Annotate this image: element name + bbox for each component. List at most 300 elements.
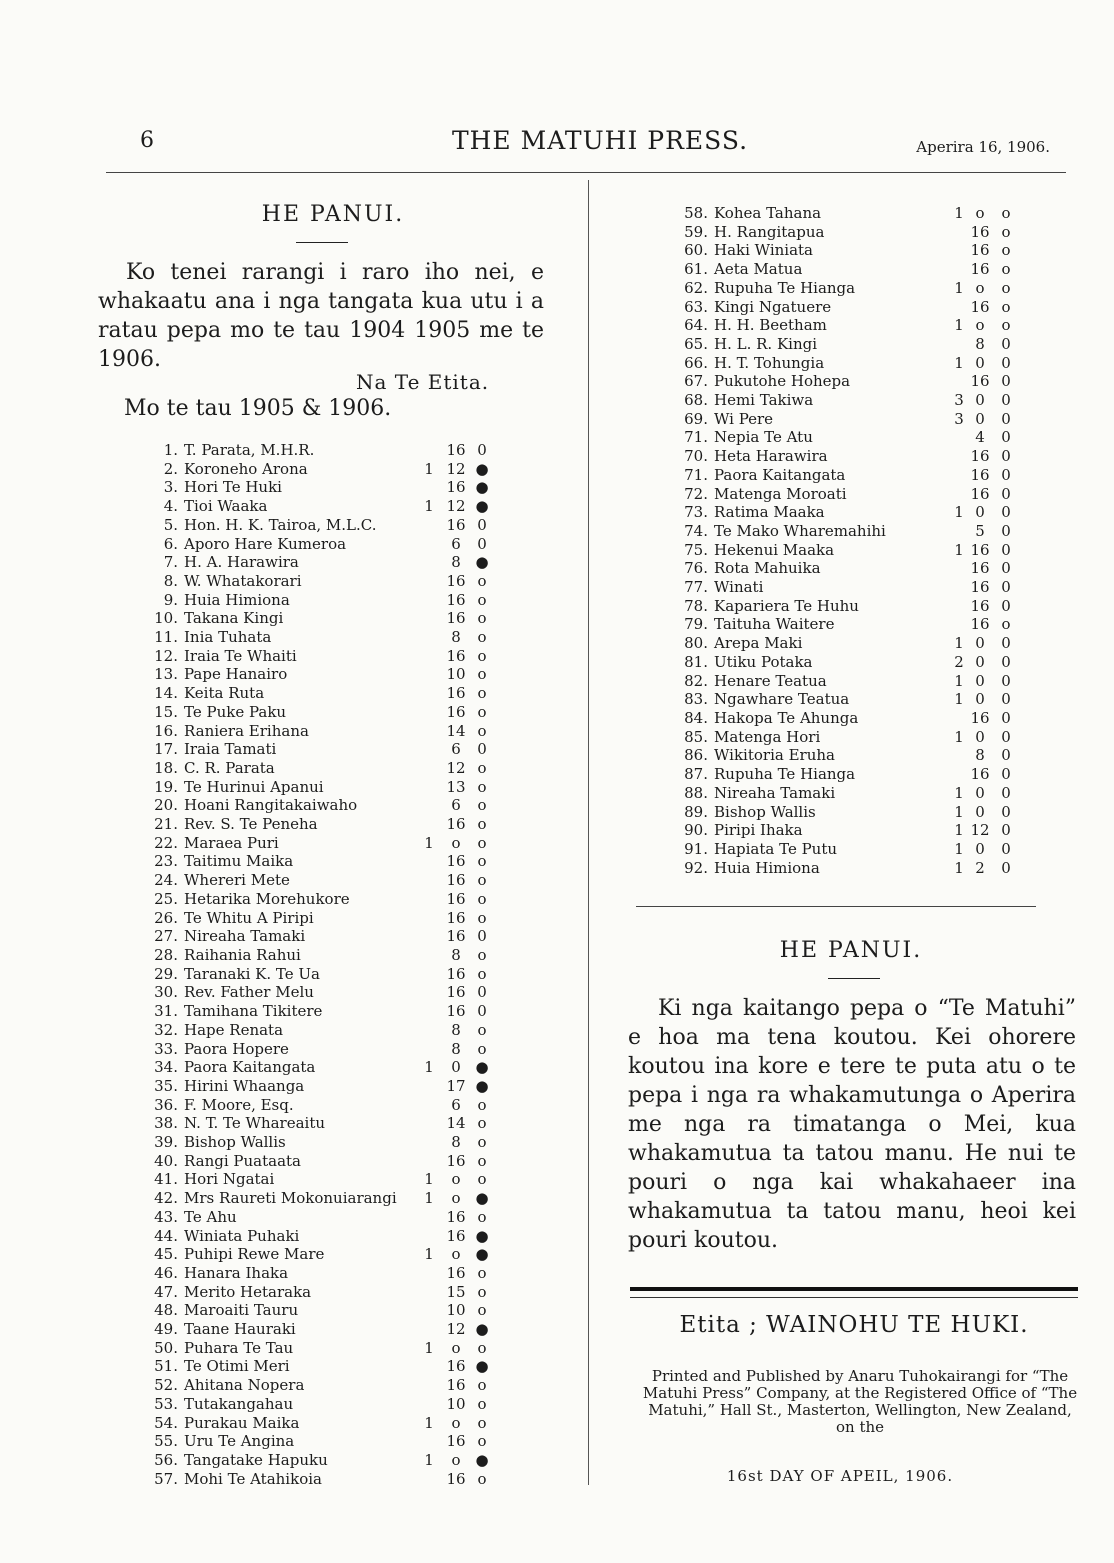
- amount-shillings: o: [451, 1170, 461, 1189]
- list-item: [140, 478, 496, 497]
- list-item: [662, 859, 1018, 878]
- amount-pence: o: [477, 1020, 487, 1039]
- list-item: [140, 516, 496, 535]
- list-item: [662, 447, 1018, 466]
- amount-shillings: 8: [451, 1039, 461, 1058]
- amount-shillings: 16: [446, 964, 466, 983]
- amount-shillings: 0: [975, 409, 985, 428]
- amount-pence: o: [477, 1039, 487, 1058]
- item-number: 13.: [154, 665, 178, 684]
- item-number: 58.: [684, 204, 708, 222]
- amount-shillings: 16: [446, 1207, 466, 1226]
- amount-pounds: [414, 647, 444, 666]
- subscriber-name: Keita Ruta: [184, 684, 265, 703]
- amount-pounds: [414, 628, 444, 647]
- amount-shillings: 16: [446, 927, 466, 946]
- amount-shillings: 16: [970, 447, 990, 466]
- item-number: 31.: [154, 1002, 178, 1021]
- list-item: [662, 690, 1018, 709]
- amount-pence: o: [477, 1413, 487, 1432]
- amount-pence: o: [477, 1170, 487, 1189]
- amount-pounds: [414, 1021, 444, 1040]
- amount-shillings: 6: [451, 534, 461, 553]
- list-item: [140, 1152, 496, 1171]
- subscriber-name: Kohea Tahana: [714, 204, 822, 222]
- subscriber-name: Hon. H. K. Tairoa, M.L.C.: [184, 515, 377, 534]
- subscriber-name: Purakau Maika: [184, 1413, 300, 1432]
- amount-pence: 0: [1001, 596, 1011, 615]
- amount-shillings: 12: [446, 758, 466, 777]
- amount-shillings: 12: [446, 1320, 466, 1339]
- item-number: 54.: [154, 1413, 178, 1432]
- amount-pence: ●: [475, 478, 489, 497]
- amount-pounds: 1: [954, 503, 964, 522]
- list-item: [140, 1395, 496, 1414]
- subscriber-name: Raniera Erihana: [184, 721, 309, 740]
- amount-pence: ●: [475, 1058, 489, 1077]
- amount-pence: o: [477, 758, 487, 777]
- list-item: [140, 535, 496, 554]
- subscriber-name: Hakopa Te Ahunga: [714, 708, 859, 727]
- list-item: [662, 765, 1018, 784]
- subscriber-name: Bishop Wallis: [714, 802, 816, 821]
- amount-pence: 0: [1001, 727, 1011, 746]
- subscriber-name: Hapiata Te Putu: [714, 839, 838, 858]
- list-item: [662, 354, 1018, 373]
- amount-pence: o: [477, 665, 487, 684]
- amount-pence: 0: [1001, 578, 1011, 597]
- amount-pence: o: [1001, 222, 1011, 241]
- amount-shillings: 16: [446, 908, 466, 927]
- notice-paragraph: Ki nga kaitango pepa o “Te Matuhi” e hoa ma tena koutou. Kei ohorere koutou ina kore e tere te puta atu o te pepa i nga ra whakamutunga o Aperira me nga ra timatanga o Mei, kua whakamutua ta tatou manu. He nui te pouri o nga kai whakahaeer ina whakamutua ta tatou manu, heoi kei pouri koutou.: [628, 996, 1076, 1253]
- subscriber-name: Huia Himiona: [714, 858, 820, 877]
- list-item: [662, 428, 1018, 447]
- amount-pence: o: [477, 1133, 487, 1152]
- subscriber-name: Hape Renata: [184, 1020, 284, 1039]
- amount-shillings: 16: [446, 571, 466, 590]
- list-item: [140, 834, 496, 853]
- subscriber-name: Ahitana Nopera: [184, 1376, 305, 1395]
- amount-pence: o: [477, 1114, 487, 1133]
- amount-pence: o: [477, 684, 487, 703]
- list-item: [662, 391, 1018, 410]
- amount-shillings: 6: [451, 796, 461, 815]
- list-item: [140, 1432, 496, 1451]
- subscriber-name: Rangi Puataata: [184, 1151, 301, 1170]
- list-item: [662, 279, 1018, 298]
- subscriber-name: Taituha Waitere: [714, 615, 835, 634]
- item-number: 66.: [684, 353, 708, 372]
- item-number: 18.: [154, 758, 178, 777]
- item-number: 77.: [684, 578, 708, 597]
- item-number: 52.: [154, 1376, 178, 1395]
- amount-pounds: [414, 1133, 444, 1152]
- amount-pounds: 1: [954, 634, 964, 653]
- item-number: 28.: [154, 945, 178, 964]
- item-number: 30.: [154, 983, 178, 1002]
- list-item: [140, 460, 496, 479]
- amount-pence: o: [477, 1469, 487, 1488]
- item-number: 23.: [154, 852, 178, 871]
- amount-pence: o: [1001, 316, 1011, 335]
- amount-shillings: 16: [446, 515, 466, 534]
- list-item: [662, 709, 1018, 728]
- subscriber-name: Paora Kaitangata: [184, 1058, 316, 1077]
- amount-pounds: [414, 572, 444, 591]
- amount-pounds: [952, 447, 966, 466]
- subscriber-name: Rev. Father Melu: [184, 983, 314, 1002]
- list-item: [662, 335, 1018, 354]
- amount-pounds: [414, 1357, 444, 1376]
- amount-pounds: [414, 1077, 444, 1096]
- subscriber-name: Haki Winiata: [714, 241, 814, 260]
- amount-pounds: [952, 485, 966, 504]
- subscriber-name: Rupuha Te Hianga: [714, 765, 856, 784]
- amount-shillings: 16: [446, 609, 466, 628]
- item-number: 45.: [154, 1245, 178, 1264]
- list-item: [140, 890, 496, 909]
- list-item: [140, 1376, 496, 1395]
- item-number: 83.: [684, 690, 708, 709]
- amount-shillings: o: [451, 1413, 461, 1432]
- item-number: 25.: [154, 889, 178, 908]
- amount-pence: o: [477, 889, 487, 908]
- list-item: [662, 728, 1018, 747]
- amount-shillings: 14: [446, 1114, 466, 1133]
- list-item: [140, 778, 496, 797]
- amount-pence: ●: [475, 459, 489, 478]
- item-number: 19.: [154, 777, 178, 796]
- subscriber-name: Hoani Rangitakaiwaho: [184, 796, 358, 815]
- amount-pounds: 1: [424, 1245, 434, 1264]
- list-item: [662, 784, 1018, 803]
- amount-pounds: 1: [954, 353, 964, 372]
- item-number: 39.: [154, 1133, 178, 1152]
- list-item: [140, 684, 496, 703]
- amount-pounds: [414, 591, 444, 610]
- amount-shillings: o: [451, 1245, 461, 1264]
- amount-shillings: 14: [446, 721, 466, 740]
- amount-pounds: 1: [954, 839, 964, 858]
- list-item: [140, 1114, 496, 1133]
- amount-shillings: 16: [970, 765, 990, 784]
- subscriber-name: H. L. R. Kingi: [714, 334, 818, 353]
- item-number: 7.: [163, 553, 178, 572]
- amount-pence: o: [1001, 615, 1011, 634]
- item-number: 67.: [684, 372, 708, 391]
- amount-shillings: 16: [970, 222, 990, 241]
- subscriber-name: Rota Mahuika: [714, 559, 821, 578]
- item-number: 15.: [154, 702, 178, 721]
- amount-pence: 0: [1001, 540, 1011, 559]
- amount-shillings: 16: [970, 372, 990, 391]
- item-number: 26.: [154, 908, 178, 927]
- subscriber-name: H. Rangitapua: [714, 222, 825, 241]
- amount-pence: 0: [1001, 802, 1011, 821]
- amount-pounds: [414, 871, 444, 890]
- amount-shillings: 0: [975, 690, 985, 709]
- amount-shillings: 2: [975, 858, 985, 877]
- subscriber-name: Whereri Mete: [184, 871, 290, 890]
- subscriber-name: Tangatake Hapuku: [184, 1450, 328, 1469]
- amount-shillings: 8: [451, 1133, 461, 1152]
- list-item: [662, 672, 1018, 691]
- list-item: [140, 591, 496, 610]
- item-number: 20.: [154, 796, 178, 815]
- list-item: [140, 815, 496, 834]
- item-number: 81.: [684, 652, 708, 671]
- subscriber-name: Te Ahu: [184, 1207, 237, 1226]
- amount-pence: o: [477, 1151, 487, 1170]
- list-item: [140, 722, 496, 741]
- subscriber-name: F. Moore, Esq.: [184, 1095, 294, 1114]
- amount-pounds: 1: [954, 858, 964, 877]
- amount-pence: 0: [477, 534, 487, 553]
- amount-shillings: o: [451, 1189, 461, 1208]
- list-item: [140, 497, 496, 516]
- subscriber-name: C. R. Parata: [184, 758, 275, 777]
- item-number: 63.: [684, 297, 708, 316]
- amount-pounds: [414, 1002, 444, 1021]
- amount-pounds: [414, 909, 444, 928]
- item-number: 43.: [154, 1207, 178, 1226]
- list-item: [140, 572, 496, 591]
- subscriber-name: Mohi Te Atahikoia: [184, 1469, 322, 1488]
- item-number: 62.: [684, 278, 708, 297]
- amount-pence: o: [477, 1282, 487, 1301]
- amount-shillings: 8: [451, 553, 461, 572]
- item-number: 51.: [154, 1357, 178, 1376]
- item-number: 78.: [684, 596, 708, 615]
- item-number: 53.: [154, 1394, 178, 1413]
- item-number: 41.: [154, 1170, 178, 1189]
- subscriber-name: Aporo Hare Kumeroa: [184, 534, 347, 553]
- list-item: [662, 204, 1018, 223]
- amount-pence: o: [477, 1263, 487, 1282]
- list-item: [662, 541, 1018, 560]
- amount-shillings: 15: [446, 1282, 466, 1301]
- amount-pence: 0: [477, 441, 487, 459]
- header-divider: [106, 172, 1066, 173]
- right-heading: HE PANUI.: [779, 938, 923, 963]
- list-item: [662, 298, 1018, 317]
- amount-pence: 0: [1001, 690, 1011, 709]
- item-number: 24.: [154, 871, 178, 890]
- amount-shillings: 0: [975, 783, 985, 802]
- list-item: [140, 1339, 496, 1358]
- amount-pence: 0: [1001, 671, 1011, 690]
- amount-pence: o: [477, 964, 487, 983]
- amount-shillings: 12: [970, 821, 990, 840]
- subscriber-name: Aeta Matua: [714, 260, 803, 279]
- list-item: [140, 946, 496, 965]
- amount-shillings: 0: [975, 503, 985, 522]
- item-number: 64.: [684, 316, 708, 335]
- item-number: 86.: [684, 746, 708, 765]
- amount-pounds: 3: [954, 409, 964, 428]
- amount-pence: 0: [1001, 559, 1011, 578]
- list-item: [140, 740, 496, 759]
- list-item: [140, 1357, 496, 1376]
- item-number: 44.: [154, 1226, 178, 1245]
- item-number: 33.: [154, 1039, 178, 1058]
- subscriber-name: Hori Te Huki: [184, 478, 282, 497]
- amount-pence: o: [477, 1207, 487, 1226]
- subscriber-name: Tamihana Tikitere: [184, 1002, 323, 1021]
- amount-pounds: [414, 441, 444, 460]
- list-item: [140, 1301, 496, 1320]
- amount-pence: ●: [475, 497, 489, 516]
- amount-pounds: 1: [424, 497, 434, 516]
- amount-pence: 0: [1001, 858, 1011, 877]
- list-item: [140, 1096, 496, 1115]
- amount-pounds: 1: [954, 540, 964, 559]
- amount-pence: ●: [475, 1450, 489, 1469]
- amount-pence: o: [477, 646, 487, 665]
- subscriber-name: Henare Teatua: [714, 671, 827, 690]
- amount-shillings: 8: [975, 746, 985, 765]
- amount-pounds: [414, 1395, 444, 1414]
- amount-pounds: 1: [424, 1170, 434, 1189]
- masthead: [130, 128, 1070, 168]
- amount-shillings: 16: [970, 465, 990, 484]
- amount-shillings: 16: [970, 540, 990, 559]
- amount-shillings: 10: [446, 665, 466, 684]
- item-number: 91.: [684, 839, 708, 858]
- amount-pounds: [414, 516, 444, 535]
- imprint: Printed and Published by Anaru Tuhokairangi for “The Matuhi Press” Company, at the Registered Office of “The Matuhi,” Hall St., Masterton, Wellington, New Zealand, on the: [642, 1367, 1078, 1436]
- amount-pounds: 1: [424, 1338, 434, 1357]
- section-divider: [636, 906, 1036, 907]
- amount-pence: o: [477, 1394, 487, 1413]
- subscriber-name: Merito Hetaraka: [184, 1282, 312, 1301]
- subscriber-name: Te Puke Paku: [184, 702, 287, 721]
- amount-pounds: 1: [954, 690, 964, 709]
- list-item: [662, 559, 1018, 578]
- subscriber-name: Wi Pere: [714, 409, 774, 428]
- amount-pounds: [414, 665, 444, 684]
- list-item: [140, 1264, 496, 1283]
- list-item: [140, 1077, 496, 1096]
- amount-pence: 0: [1001, 783, 1011, 802]
- list-item: [140, 609, 496, 628]
- subscriber-name: Taitimu Maika: [184, 852, 294, 871]
- amount-shillings: 8: [451, 1020, 461, 1039]
- subscriber-name: Nepia Te Atu: [714, 428, 813, 447]
- amount-pounds: [414, 778, 444, 797]
- item-number: 89.: [684, 802, 708, 821]
- amount-pounds: [414, 1040, 444, 1059]
- item-number: 69.: [684, 409, 708, 428]
- subscriber-name: Winiata Puhaki: [184, 1226, 300, 1245]
- amount-pence: o: [477, 571, 487, 590]
- item-number: 35.: [154, 1076, 178, 1095]
- amount-shillings: 0: [975, 671, 985, 690]
- amount-shillings: 16: [446, 1151, 466, 1170]
- item-number: 1.: [163, 441, 178, 459]
- subscriber-name: Puhipi Rewe Mare: [184, 1245, 325, 1264]
- amount-pence: o: [477, 777, 487, 796]
- amount-pence: 0: [1001, 334, 1011, 353]
- footer-thick-rule: [630, 1287, 1078, 1291]
- amount-pounds: [414, 1114, 444, 1133]
- list-item: [140, 965, 496, 984]
- amount-pence: 0: [477, 983, 487, 1002]
- amount-pounds: [414, 815, 444, 834]
- subscriber-name: T. Parata, M.H.R.: [184, 441, 315, 459]
- item-number: 49.: [154, 1320, 178, 1339]
- subscriber-name: Takana Kingi: [184, 609, 284, 628]
- amount-pounds: [414, 684, 444, 703]
- amount-pounds: [952, 372, 966, 391]
- amount-pounds: [414, 478, 444, 497]
- item-number: 42.: [154, 1189, 178, 1208]
- amount-shillings: 0: [975, 839, 985, 858]
- amount-pounds: 1: [954, 316, 964, 335]
- amount-pounds: [414, 890, 444, 909]
- item-number: 34.: [154, 1058, 178, 1077]
- list-item: [662, 466, 1018, 485]
- list-item: [140, 1320, 496, 1339]
- amount-pence: 0: [477, 1002, 487, 1021]
- list-item: [140, 1170, 496, 1189]
- subscriber-name: Tutakangahau: [184, 1394, 294, 1413]
- list-item: [662, 410, 1018, 429]
- amount-shillings: 16: [446, 1432, 466, 1451]
- item-number: 84.: [684, 708, 708, 727]
- item-number: 88.: [684, 783, 708, 802]
- list-item: [140, 647, 496, 666]
- list-item: [662, 522, 1018, 541]
- amount-pounds: 1: [954, 802, 964, 821]
- item-number: 79.: [684, 615, 708, 634]
- amount-pence: o: [477, 852, 487, 871]
- amount-pence: o: [477, 796, 487, 815]
- intro-paragraph: Ko tenei rarangi i raro iho nei, e whakaatu ana i nga tangata kua utu i a ratau pepa mo te tau 1904 1905 me te 1906.: [98, 260, 544, 372]
- subscriber-name: Wikitoria Eruha: [714, 746, 835, 765]
- amount-shillings: 16: [446, 871, 466, 890]
- list-item: [662, 634, 1018, 653]
- item-number: 59.: [684, 222, 708, 241]
- amount-pence: 0: [1001, 465, 1011, 484]
- amount-shillings: 0: [975, 353, 985, 372]
- list-item: [662, 746, 1018, 765]
- list-item: [662, 372, 1018, 391]
- amount-shillings: 8: [975, 334, 985, 353]
- subscriber-name: H. H. Beetham: [714, 316, 827, 335]
- amount-shillings: 17: [446, 1076, 466, 1095]
- subscriber-name: Iraia Tamati: [184, 740, 277, 759]
- subscriber-name: Te Whitu A Piripi: [184, 908, 314, 927]
- subscriber-name: Rev. S. Te Peneha: [184, 815, 318, 834]
- item-number: 48.: [154, 1301, 178, 1320]
- amount-pounds: [952, 765, 966, 784]
- amount-pounds: [952, 615, 966, 634]
- amount-pence: o: [477, 1095, 487, 1114]
- subscriber-name: Piripi Ihaka: [714, 821, 803, 840]
- amount-shillings: 16: [970, 559, 990, 578]
- subscriber-name: Hori Ngatai: [184, 1170, 275, 1189]
- amount-shillings: 16: [446, 478, 466, 497]
- subscriber-name: Te Mako Wharemahihi: [714, 521, 886, 540]
- item-number: 74.: [684, 521, 708, 540]
- amount-pounds: [414, 1264, 444, 1283]
- amount-pence: ●: [475, 1357, 489, 1376]
- list-item: [140, 759, 496, 778]
- amount-pounds: [952, 223, 966, 242]
- list-item: [140, 983, 496, 1002]
- item-number: 47.: [154, 1282, 178, 1301]
